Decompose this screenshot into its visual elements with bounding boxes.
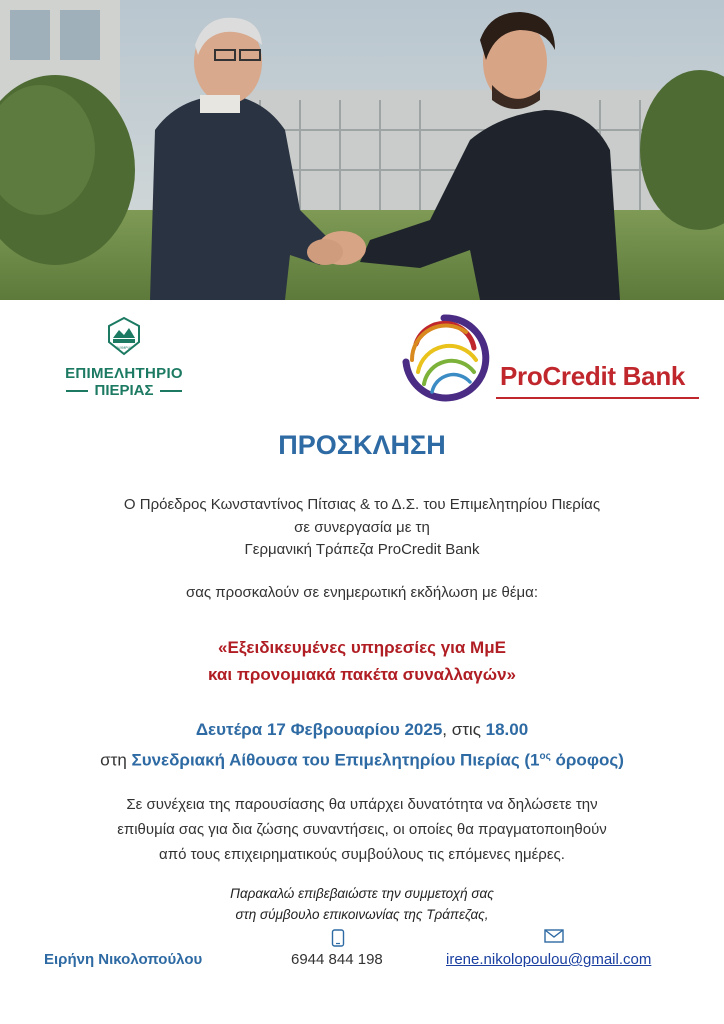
intro-line1: Ο Πρόεδρος Κωνσταντίνος Πίτσιας & το Δ.Σ. του Επιμελητηρίου Πιερίας	[123, 496, 601, 513]
followup-text	[0, 792, 724, 867]
followup-line3: από τους επιχειρηματικούς συμβούλους τις επόμενες ημέρες.	[159, 846, 565, 863]
phone-icon	[331, 929, 345, 947]
event-datetime	[0, 716, 724, 743]
event-venue: Συνεδριακή Αίθουσα του Επιμελητηρίου Πιερίας (1	[131, 750, 540, 770]
event-time: 18.00	[485, 720, 529, 739]
chamber-name-line2-wrap	[58, 382, 190, 399]
theme-line2: και προνομιακά πακέτα συναλλαγών»	[208, 665, 516, 684]
procredit-swirl-icon	[396, 310, 492, 404]
theme-line1: «Εξειδικευμένες υπηρεσίες για ΜμΕ	[218, 638, 506, 657]
venue-prefix: στη	[100, 750, 132, 770]
procredit-logo	[396, 310, 706, 404]
divider-left	[66, 390, 88, 392]
intro-text	[0, 494, 724, 562]
mail-icon	[544, 929, 564, 943]
contact-phone[interactable]: 6944 844 198	[291, 951, 383, 968]
intro-line2: σε συνεργασία με τη	[294, 518, 430, 536]
contact-name: Ειρήνη Νικολοπούλου	[44, 951, 203, 968]
page-title: ΠΡΟΣΚΛΗΣΗ	[278, 430, 446, 460]
invite-line: σας προσκαλούν σε ενημερωτική εκδήλωση με θέμα:	[185, 584, 538, 601]
rsvp-line2: στη σύμβουλο επικοινωνίας της Τράπεζας,	[235, 906, 489, 922]
chamber-logo	[58, 316, 190, 400]
event-venue-line	[0, 743, 724, 774]
procredit-name: ProCredit Bank	[500, 361, 686, 391]
header-photo	[0, 0, 724, 300]
handshake-photo	[0, 0, 724, 300]
chamber-name-line1: ΕΠΙΜΕΛΗΤΗΡΙΟ	[65, 365, 183, 382]
event-details	[0, 716, 724, 774]
chamber-emblem-text: OLYMPUS	[115, 346, 133, 350]
followup-line1: Σε συνέχεια της παρουσίασης θα υπάρχει δυνατότητα να δηλώσετε την	[126, 796, 598, 813]
chamber-emblem-icon	[106, 316, 142, 356]
contact-email-link[interactable]: irene.nikolopoulou@gmail.com	[446, 951, 652, 968]
intro-line3: Γερμανική Τράπεζα ProCredit Bank	[244, 541, 480, 558]
event-time-prefix: , στις	[442, 720, 486, 739]
floor-superscript: ος	[539, 751, 551, 762]
event-theme	[0, 634, 724, 688]
venue-suffix: όροφος)	[550, 750, 624, 770]
followup-line2: επιθυμία σας για δια ζώσης συναντήσεις, οι οποίες θα πραγματοποιηθούν	[117, 821, 607, 838]
procredit-underline	[496, 397, 699, 399]
rsvp-line1: Παρακαλώ επιβεβαιώστε την συμμετοχή σας	[230, 886, 494, 901]
rsvp-note	[0, 884, 724, 925]
event-date: Δευτέρα 17 Φεβρουαρίου 2025	[195, 720, 443, 739]
divider-right	[160, 390, 182, 392]
chamber-name-line2: ΠΙΕΡΙΑΣ	[94, 382, 154, 399]
